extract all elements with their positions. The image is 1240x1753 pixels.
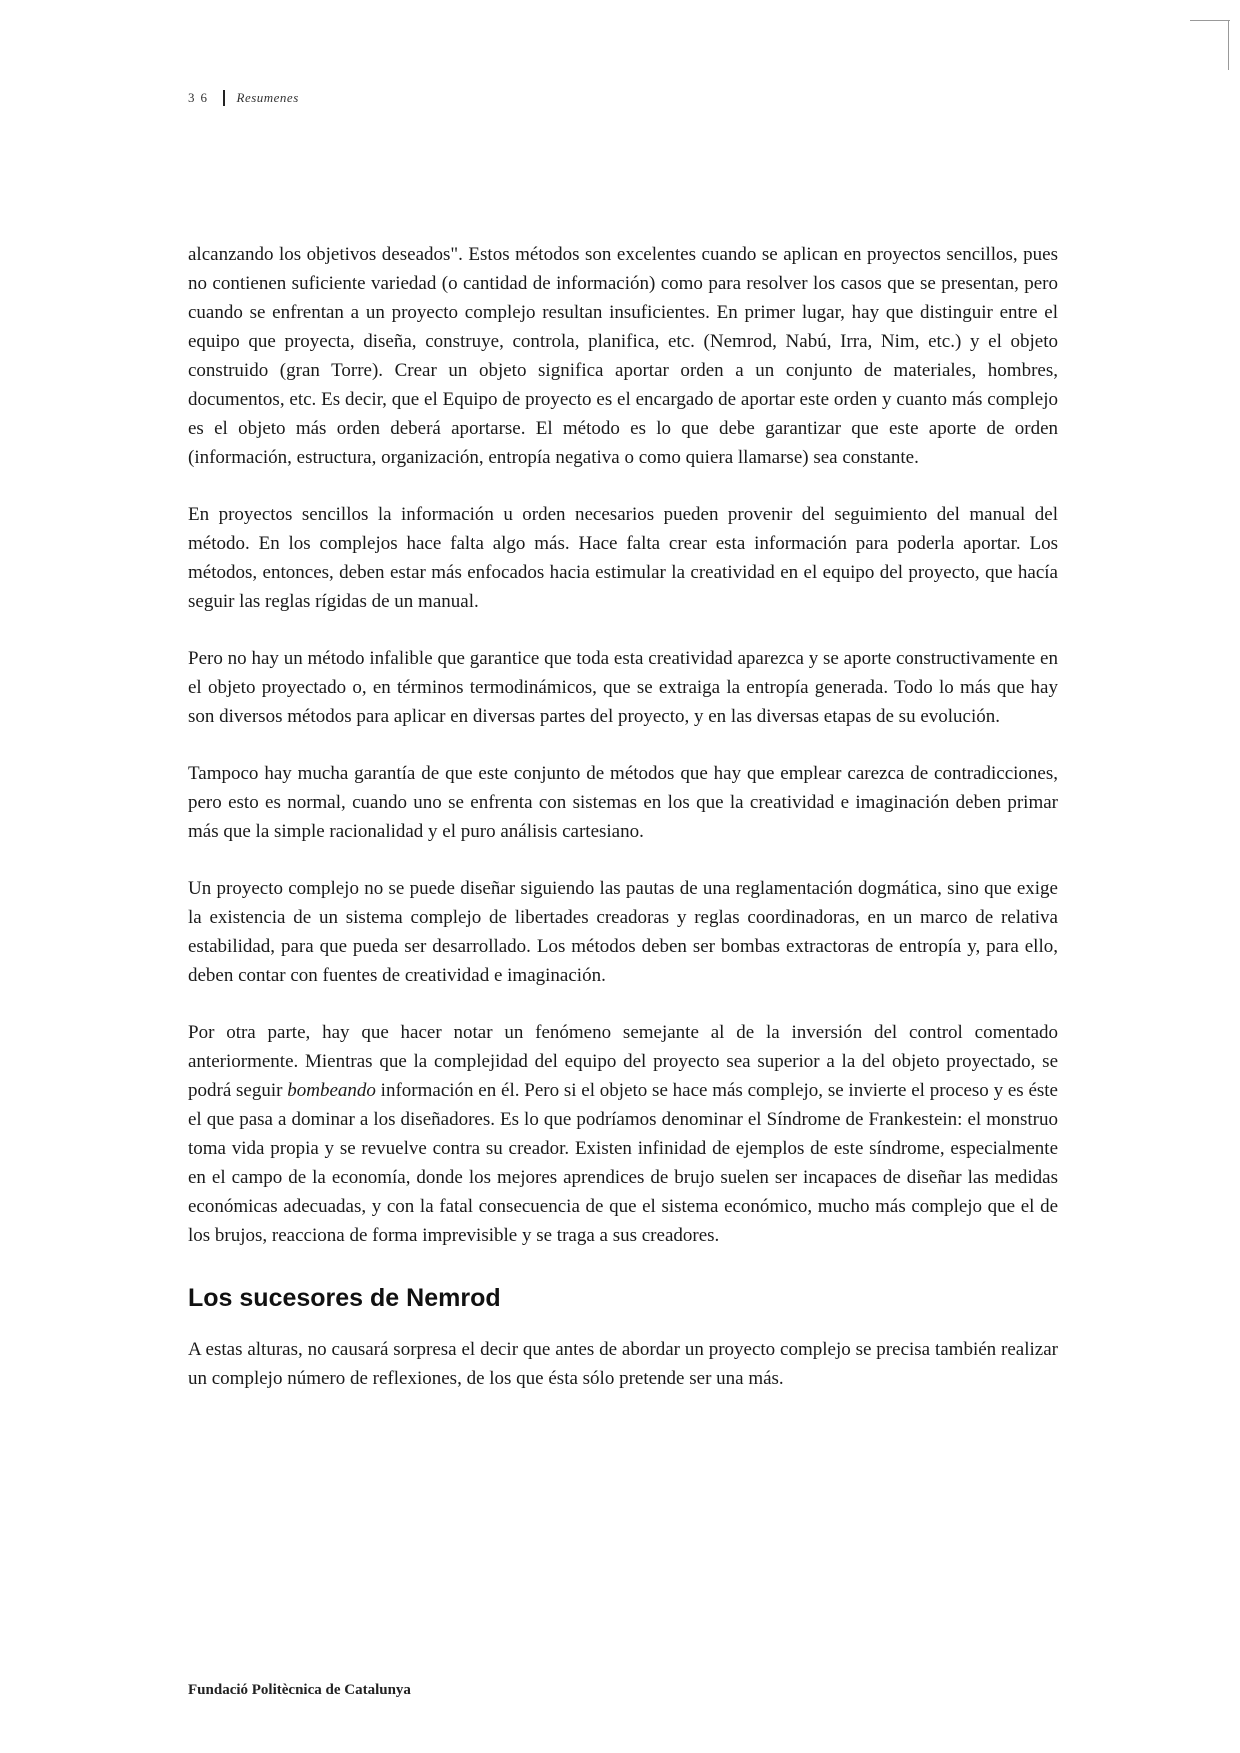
paragraph-2: En proyectos sencillos la información u orden necesarios pueden provenir del seguimiento del manual del método. En los complejos hace falta algo más. Hace falta crear esta información para poderla aportar. Los métodos, entonces, deben estar más enfocados hacia estimular la creatividad en el equipo del proyecto, que hacía seguir las reglas rígidas de un manual. [188,504,1058,612]
paragraph-3: Pero no hay un método infalible que garantice que toda esta creatividad aparezca y se aporte constructivamente en el objeto proyectado o, en términos termodinámicos, que se extraiga la entropía generada. Todo lo más que hay son diversos métodos para aplicar en diversas partes del proyecto, y en las diversas etapas de su evolución. [188,648,1058,727]
paragraph-6-start: Por otra parte, hay que hacer notar un fenómeno semejante al de la inversión del control comentado anteriormente. Mientras que la complejidad del equipo del proyecto sea superior a la del objeto proyectado, se podrá seguir [188,1022,1058,1101]
paragraph-1: alcanzando los objetivos deseados". Estos métodos son excelentes cuando se aplican en proyectos sencillos, pues no contienen suficiente variedad (o cantidad de información) como para resolver los casos que se presentan, pero cuando se enfrentan a un proyecto complejo resultan insuficientes. En primer lugar, hay que distinguir entre el equipo que proyecta, diseña, construye, controla, planifica, etc. (Nemrod, Nabú, Irra, Nim, etc.) y el objeto construido (gran Torre). Crear un objeto significa aportar orden a un conjunto de materiales, hombres, documentos, etc. Es decir, que el Equipo de proyecto es el encargado de aportar este orden y cuanto más complejo es el objeto más orden deberá aportarse. El método es lo que debe garantizar que este aporte de orden (información, estructura, organización, entropía negativa o como quiera llamarse) sea constante. [188,244,1058,468]
running-section-title: Resumenes [236,90,299,105]
header-divider [223,90,225,106]
page-number: 36 [188,90,213,105]
emphasis-bombeando: bombeando [287,1080,376,1101]
scan-artifact [1228,20,1229,70]
footer-publisher: Fundació Politècnica de Catalunya [188,1682,411,1698]
section-heading: Los sucesores de Nemrod [188,1284,501,1312]
paragraph-6 [188,1018,1058,1250]
paragraph-5: Un proyecto complejo no se puede diseñar siguiendo las pautas de una reglamentación dogmática, sino que exige la existencia de un sistema complejo de libertades creadoras y reglas coordinadoras, en un marco de relativa estabilidad, para que pueda ser desarrollado. Los métodos deben ser bombas extractoras de entropía y, para ello, deben contar con fuentes de creatividad e imaginación. [188,878,1058,986]
running-header [188,90,299,106]
paragraph-4: Tampoco hay mucha garantía de que este conjunto de métodos que hay que emplear carezca de contradicciones, pero esto es normal, cuando uno se enfrenta con sistemas en los que la creatividad e imaginación deben primar más que la simple racionalidad y el puro análisis cartesiano. [188,763,1058,842]
body-text [188,240,1058,1421]
paragraph-6-end: información en él. Pero si el objeto se hace más complejo, se invierte el proceso y es éste el que pasa a dominar a los diseñadores. Es lo que podríamos denominar el Síndrome de Frankestein: el monstruo toma vida propia y se revuelve contra su creador. Existen infinidad de ejemplos de este síndrome, especialmente en el campo de la economía, donde los mejores aprendices de brujo suelen ser incapaces de diseñar las medidas económicas adecuadas, y con la fatal consecuencia de que el sistema económico, mucho más complejo que el de los brujos, reacciona de forma imprevisible y se traga a sus creadores. [188,1080,1058,1246]
closing-paragraph: A estas alturas, no causará sorpresa el decir que antes de abordar un proyecto complejo se precisa también realizar un complejo número de reflexiones, de los que ésta sólo pretende ser una más. [188,1339,1058,1389]
scan-artifact [1190,20,1230,21]
